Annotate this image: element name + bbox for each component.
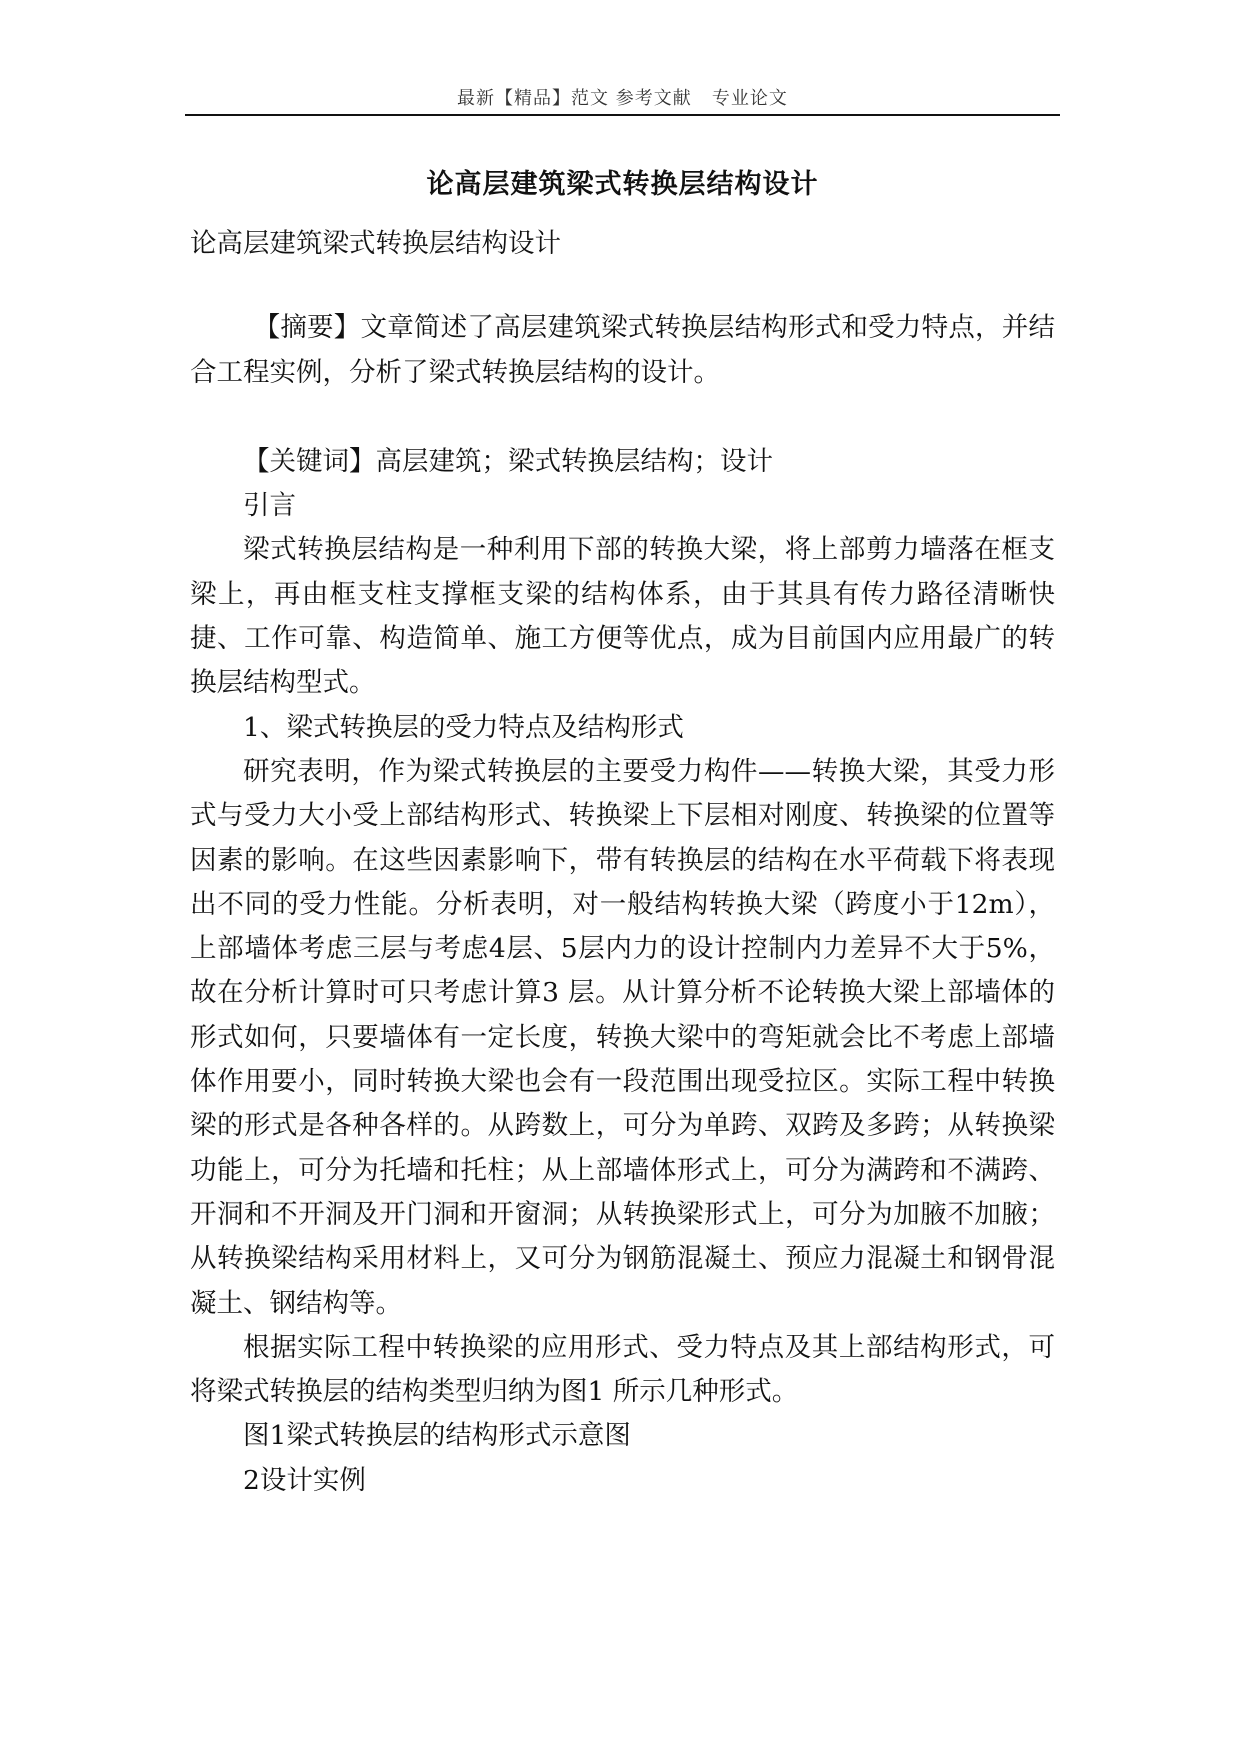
- abstract-paragraph: 【摘要】文章简述了高层建筑梁式转换层结构形式和受力特点，并结合工程实例，分析了梁式转换层结构的设计。: [190, 312, 1055, 388]
- section2-heading: 2设计实例: [243, 1464, 366, 1496]
- section1-paragraph-2: 根据实际工程中转换梁的应用形式、受力特点及其上部结构形式，可将梁式转换层的结构类型归纳为图1 所示几种形式。: [190, 1331, 1055, 1408]
- document-body: [190, 222, 1055, 1503]
- document-title: 论高层建筑梁式转换层结构设计: [426, 169, 819, 200]
- document-subtitle: 论高层建筑梁式转换层结构设计: [190, 228, 561, 259]
- intro-paragraph: 梁式转换层结构是一种利用下部的转换大梁，将上部剪力墙落在框支梁上，再由框支柱支撑框支梁的结构体系，由于其具有传力路径清晰快捷、工作可靠、构造简单、施工方便等优点，成为目前国内应用最广的转换层结构型式。: [190, 534, 1055, 699]
- section1-heading: 1、梁式转换层的受力特点及结构形式: [243, 711, 684, 743]
- section1-paragraph: 研究表明，作为梁式转换层的主要受力构件——转换大梁，其受力形式与受力大小受上部结构形式、转换梁上下层相对刚度、转换梁的位置等因素的影响。在这些因素影响下，带有转换层的结构在水平荷载下将表现出不同的受力性能。分析表明，对一般结构转换大梁（跨度小于12m），上部墙体考虑三层与考虑4层、5层内力的设计控制内力差异不大于5%，故在分析计算时可只考虑计算3 层。从计算分析不论转换大梁上部墙体的形式如何，只要墙体有一定长度，转换大梁中的弯矩就会比不考虑上部墙体作用要小，同时转换大梁也会有一段范围出现受拉区。实际工程中转换梁的形式是各种各样的。从跨数上，可分为单跨、双跨及多跨；从转换梁功能上，可分为托墙和托柱；从上部墙体形式上，可分为满跨和不满跨、开洞和不开洞及开门洞和开窗洞；从转换梁形式上，可分为加腋不加腋；从转换梁结构采用材料上，又可分为钢筋混凝土、预应力混凝土和钢骨混凝土、钢结构等。: [190, 755, 1055, 1319]
- intro-heading: 引言: [243, 490, 296, 522]
- header-divider: [185, 114, 1060, 116]
- keywords-paragraph: 【关键词】高层建筑；梁式转换层结构；设计: [243, 445, 773, 477]
- page-header: 最新【精品】范文 参考文献 专业论文: [457, 88, 788, 109]
- figure-caption: 图1梁式转换层的结构形式示意图: [243, 1420, 631, 1452]
